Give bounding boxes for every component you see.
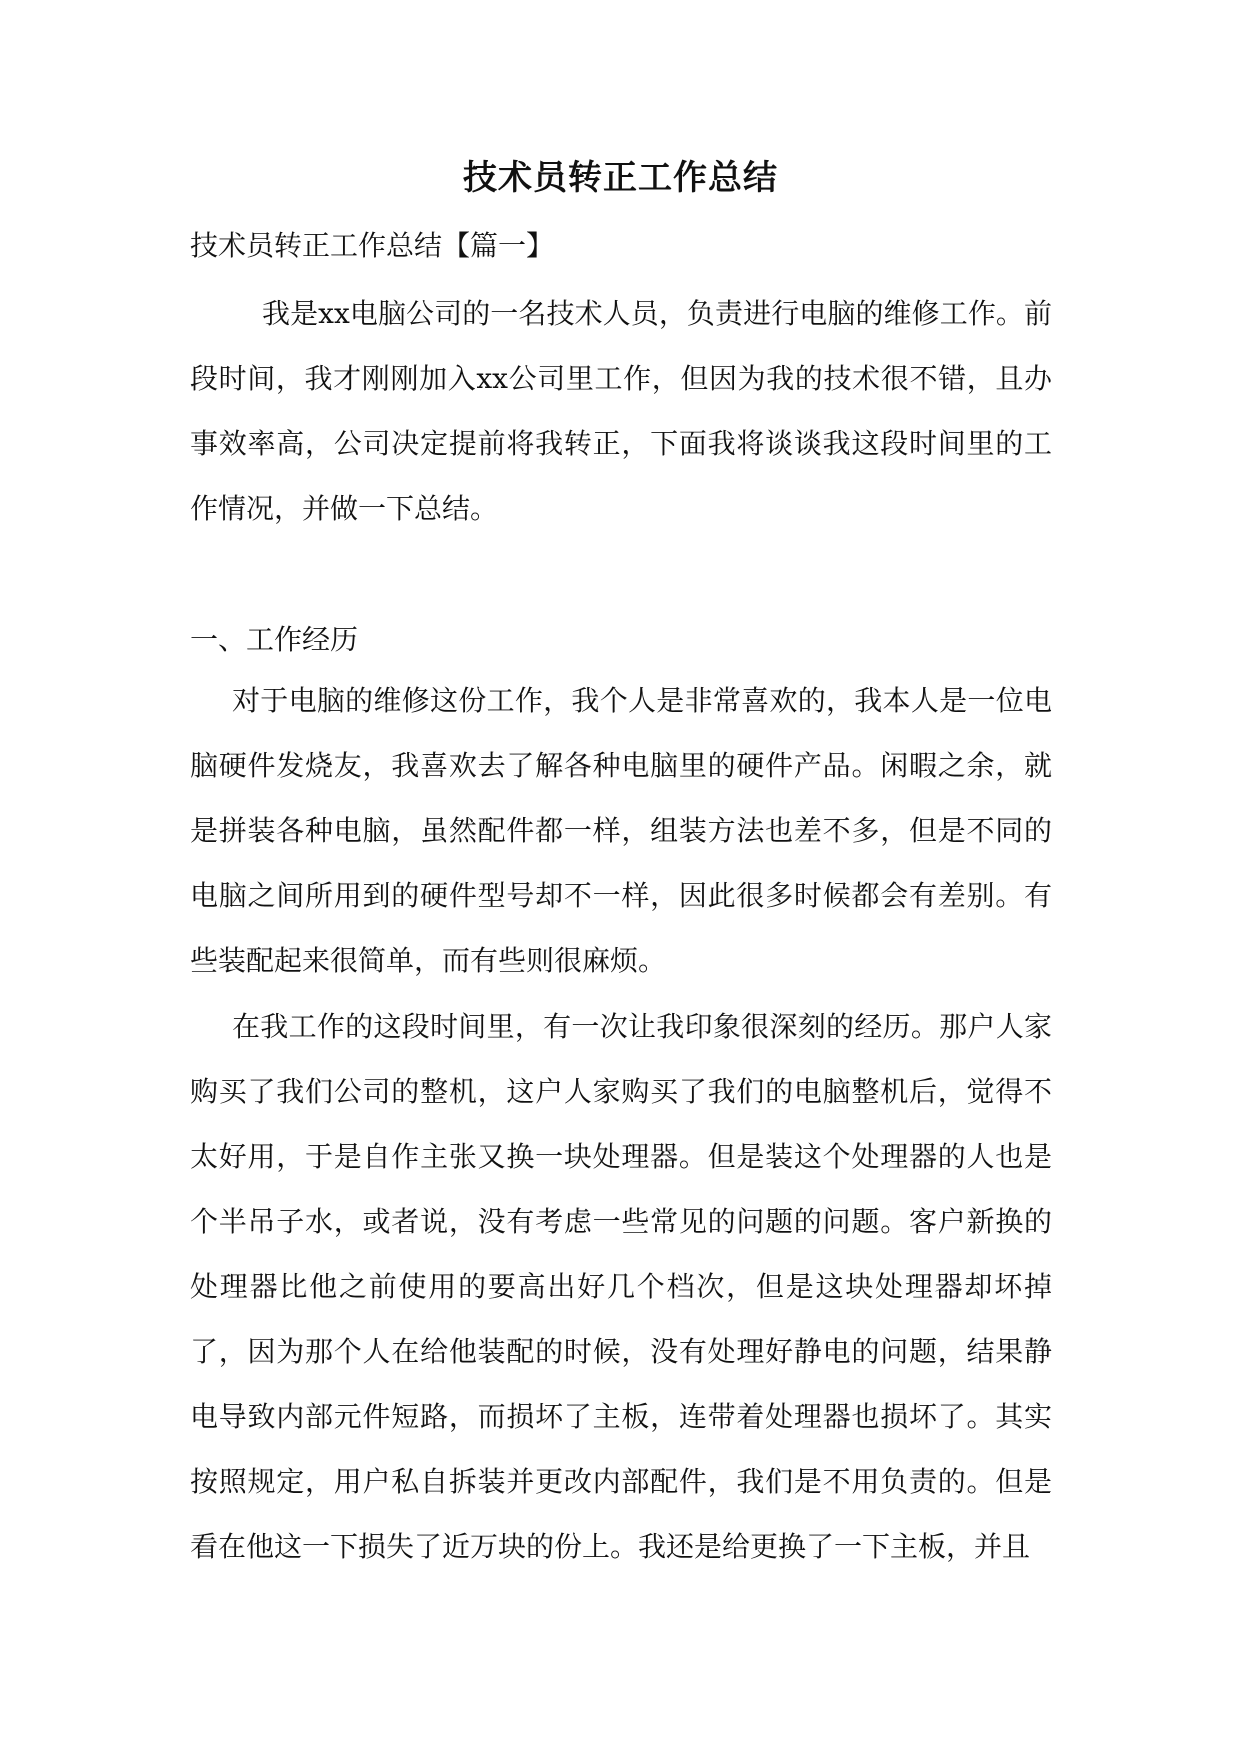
section-heading-work-experience: 一、工作经历 — [190, 623, 359, 656]
document-subtitle: 技术员转正工作总结【篇一】 — [190, 229, 555, 262]
intro-paragraph: 我是xx电脑公司的一名技术人员，负责进行电脑的维修工作。前段时间，我才刚刚加入xx公司里工作，但因为我的技术很不错，且办事效率高，公司决定提前将我转正，下面我将谈谈我这段时间里的工作情况，并做一下总结。 — [190, 297, 1052, 525]
body-paragraph: 对于电脑的维修这份工作，我个人是非常喜欢的，我本人是一位电脑硬件发烧友，我喜欢去了解各种电脑里的硬件产品。闲暇之余，就是拼装各种电脑，虽然配件都一样，组装方法也差不多，但是不同的电脑之间所用到的硬件型号却不一样，因此很多时候都会有差别。有些装配起来很简单，而有些则很麻烦。 — [190, 684, 1052, 977]
body-paragraph: 在我工作的这段时间里，有一次让我印象很深刻的经历。那户人家购买了我们公司的整机，这户人家购买了我们的电脑整机后，觉得不太好用，于是自作主张又换一块处理器。但是装这个处理器的人也是个半吊子水，或者说，没有考虑一些常见的问题的问题。客户新换的处理器比他之前使用的要高出好几个档次，但是这块处理器却坏掉了，因为那个人在给他装配的时候，没有处理好静电的问题，结果静电导致内部元件短路，而损坏了主板，连带着处理器也损坏了。其实按照规定，用户私自拆装并更改内部配件，我们是不用负责的。但是看在他这一下损失了近万块的份上。我还是给更换了一下主板，并且 — [190, 1010, 1052, 1563]
document-title: 技术员转正工作总结 — [463, 158, 778, 198]
